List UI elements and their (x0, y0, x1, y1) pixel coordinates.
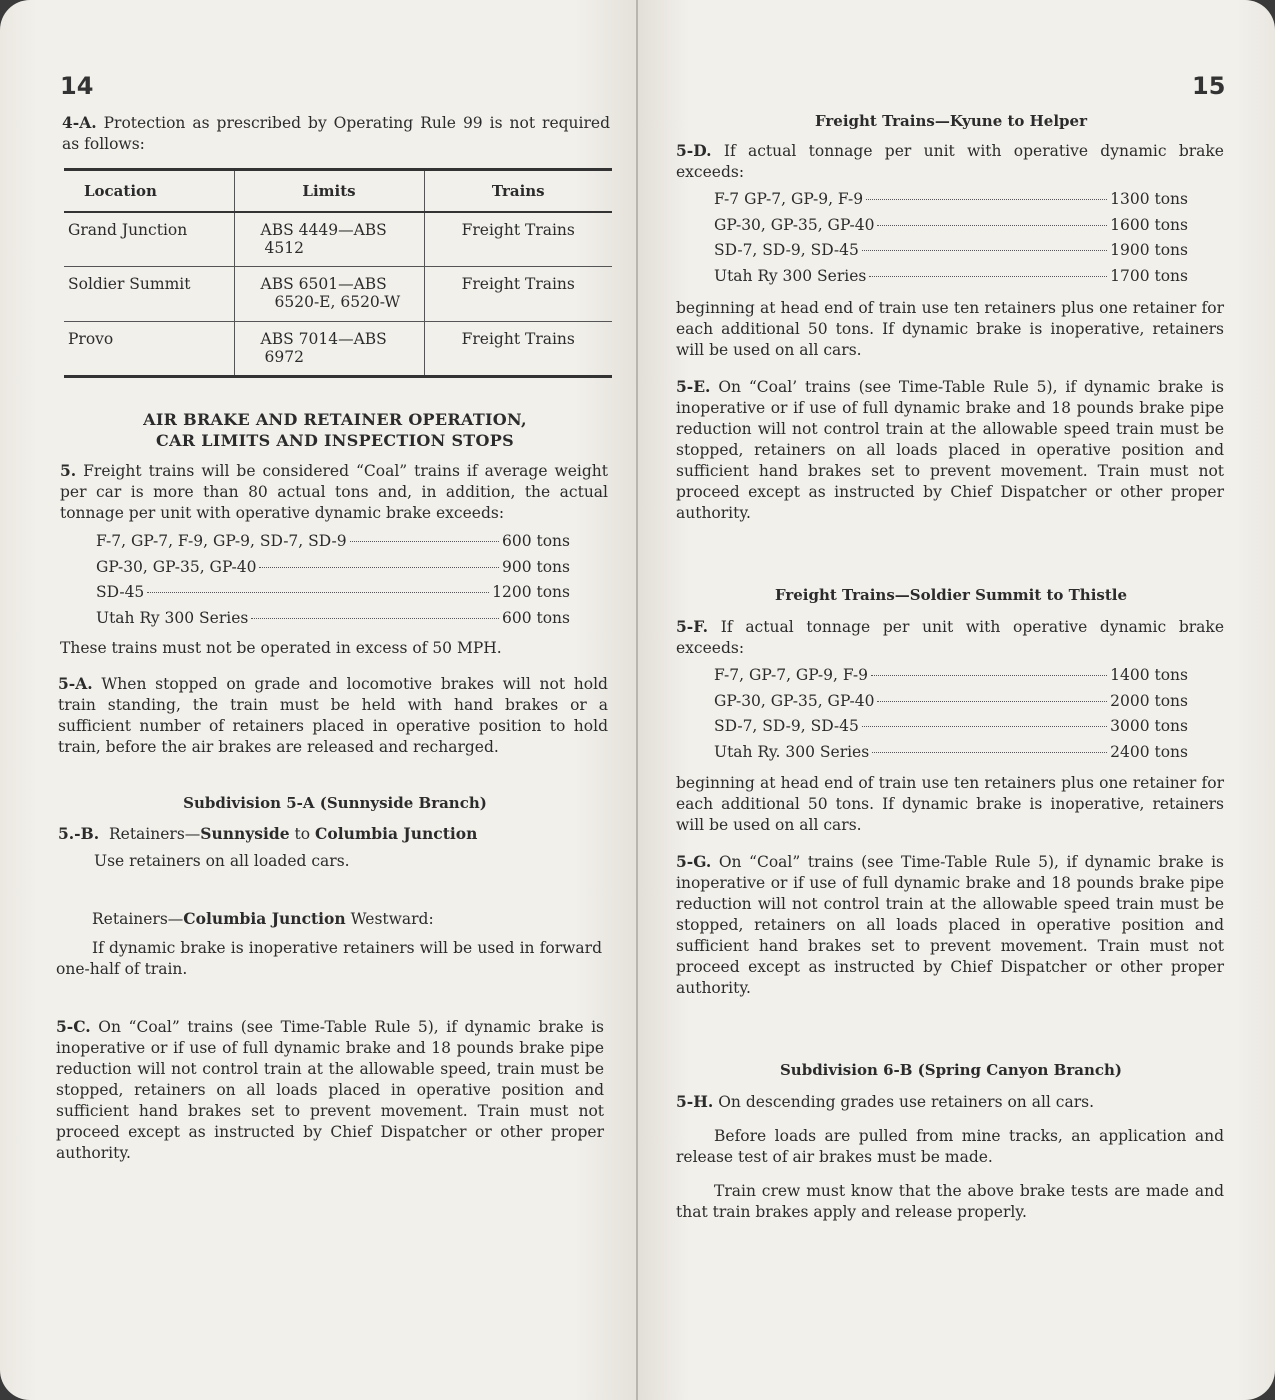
list-item-value: 1400 tons (1110, 666, 1188, 684)
section-heading-kyune: Freight Trains—Kyune to Helper (815, 112, 1087, 130)
rule-id: 5-F. (676, 617, 709, 636)
tonnage-list-5d (714, 190, 1188, 292)
rule-id: 5-C. (56, 1017, 91, 1036)
list-item-label: F-7, GP-7, F-9, GP-9, SD-7, SD-9 (96, 532, 347, 550)
rule-5d (676, 140, 1224, 183)
list-item-value: 2400 tons (1110, 742, 1188, 761)
list-item-value: 600 tons (501, 608, 570, 627)
list-item (714, 666, 1188, 692)
rule-5g (676, 851, 1224, 999)
list-item-label: GP-30, GP-35, GP-40 (96, 557, 257, 576)
rule-text: On “Coal’ trains (see Time-Table Rule 5), if dynamic brake is inoperative or if use of full dynamic brake and 18 pounds brake pipe reduction will not control train at the allowable speed train must be stopped, retainers on all loads placed in operative position and sufficient hand brakes set to prevent movement. Train must not proceed except as instructed by Chief Dispatcher or other proper authority. (676, 378, 1224, 522)
section-heading-line: CAR LIMITS AND INSPECTION STOPS (156, 431, 514, 450)
rule-id: 5.-B. (58, 824, 100, 843)
table-row (64, 212, 612, 267)
retainers-westward-text: If dynamic brake is inoperative retainers will be used in forward one-half of train. (56, 939, 602, 978)
rule-5 (60, 460, 608, 524)
list-item-value: 1900 tons (1110, 241, 1188, 259)
section-heading-line: AIR BRAKE AND RETAINER OPERATION, (143, 410, 527, 429)
list-item (714, 190, 1188, 216)
column-header-limits: Limits (234, 170, 424, 212)
limits-line: 6972 (264, 348, 304, 366)
limits-line: 6520-E, 6520-W (274, 293, 401, 311)
table-header-row (64, 170, 612, 212)
list-item-label: Utah Ry. 300 Series (714, 742, 870, 761)
table-cell-trains: Freight Trains (424, 212, 612, 267)
page-number: 14 (60, 72, 94, 100)
rule-5b (58, 823, 608, 845)
connector: to (289, 825, 316, 843)
retainers-westward (92, 908, 592, 930)
section-heading-soldier-summit: Freight Trains—Soldier Summit to Thistle (774, 586, 1128, 604)
list-item-label: Utah Ry 300 Series (714, 266, 867, 285)
table-cell-limits (234, 322, 424, 377)
list-item (714, 216, 1188, 242)
list-item-value: 1600 tons (1110, 215, 1188, 234)
place-name: Sunnyside (200, 824, 290, 843)
list-item (96, 558, 570, 584)
rule-id: 5-D. (676, 141, 712, 160)
limits-line: ABS 4449—ABS (260, 220, 387, 239)
rule-id: 5-H. (676, 1092, 714, 1111)
crew-text: Train crew must know that the above brake tests are made and that train brakes apply and release properly. (676, 1182, 1224, 1221)
rule-text: On “Coal” trains (see Time-Table Rule 5), if dynamic brake is inoperative or if use of full dynamic brake and 18 pounds brake pipe reduction will not control train at the allowable speed, train must be stopped, retainers on all loads placed in operative position and sufficient hand brakes set to prevent movement. Train must not proceed except as instructed by Chief Dispatcher or other proper authority. (56, 1018, 604, 1162)
tonnage-list (96, 532, 570, 634)
list-item-label: F-7 GP-7, GP-9, F-9 (714, 190, 864, 208)
list-item-label: GP-30, GP-35, GP-40 (714, 215, 875, 234)
tonnage-list-5f (714, 666, 1188, 768)
list-item (714, 743, 1188, 769)
list-item-label: F-7, GP-7, GP-9, F-9 (714, 666, 869, 684)
rule-text: Freight trains will be considered “Coal” trains if average weight per car is more than 80 actual tons and, in addition, the actual tonnage per unit with operative dynamic brake exceeds: (60, 462, 609, 522)
subdivision-heading: Subdivision 6-B (Spring Canyon Branch) (779, 1061, 1123, 1079)
place-name: Columbia Junction (183, 909, 346, 928)
limits-line: ABS 7014—ABS (260, 330, 387, 348)
table-row (64, 322, 612, 377)
speed-note: These trains must not be operated in excess of 50 MPH. (60, 639, 502, 657)
list-item (714, 717, 1188, 743)
protection-table (64, 168, 612, 378)
list-item-label: SD-45 (96, 583, 145, 601)
list-item-value: 1300 tons (1110, 190, 1188, 208)
retainers-prefix: Retainers— (108, 825, 201, 843)
rule-text: On “Coal” trains (see Time-Table Rule 5), if dynamic brake is inoperative or if use of full dynamic brake and 18 pounds brake pipe reduction will not control train at the allowable speed train must be stopped, retainers on all loads placed in operative position and sufficient hand brakes set to prevent movement. Train must not proceed except as instructed by Chief Dispatcher or other proper authority. (676, 853, 1224, 997)
rule-text: Protection as prescribed by Operating Rule 99 is not required as follows: (62, 114, 610, 153)
list-item-label: Utah Ry 300 Series (96, 608, 249, 627)
rule-id: 5. (60, 461, 77, 480)
list-item (714, 692, 1188, 718)
list-item-value: 2000 tons (1110, 691, 1188, 710)
limits-line: 4512 (264, 238, 304, 257)
table-cell-limits (234, 267, 424, 322)
table-cell-limits (234, 212, 424, 267)
table-row (64, 267, 612, 322)
section-heading (60, 409, 610, 451)
subdivision-heading: Subdivision 5-A (Sunnyside Branch) (183, 794, 487, 812)
column-header-trains: Trains (424, 170, 612, 212)
page-number: 15 (1192, 72, 1226, 100)
list-item (96, 532, 570, 558)
list-item (96, 583, 570, 609)
table-cell-location: Soldier Summit (64, 267, 234, 322)
list-item-value: 600 tons (501, 532, 570, 550)
list-item (96, 609, 570, 635)
rule-text: If actual tonnage per unit with operative dynamic brake exceeds: (676, 142, 1224, 181)
mine-test-text: Before loads are pulled from mine tracks, an application and release test of air brakes must be made. (676, 1127, 1224, 1166)
table-cell-location: Provo (64, 322, 234, 377)
rule-5b-text: Use retainers on all loaded cars. (94, 852, 350, 870)
list-item-value: 1200 tons (492, 583, 570, 601)
rule-5e (676, 376, 1224, 524)
rule-text: When stopped on grade and locomotive brakes will not hold train standing, the train must be held with hand brakes or a sufficient number of retainers placed in operative position to hold train, before the air brakes are released and recharged. (58, 675, 608, 756)
rule-5f (676, 616, 1224, 659)
rule-id: 5-A. (58, 674, 93, 693)
rule-5c (56, 1016, 604, 1164)
table-cell-location: Grand Junction (64, 212, 234, 267)
rule-text: On descending grades use retainers on all cars. (718, 1093, 1094, 1111)
table-cell-trains: Freight Trains (424, 322, 612, 377)
retainers-prefix: Retainers— (92, 910, 184, 928)
list-item-label: SD-7, SD-9, SD-45 (714, 717, 859, 735)
rule-id: 5-G. (676, 852, 712, 871)
list-item-label: GP-30, GP-35, GP-40 (714, 691, 875, 710)
column-header-location: Location (64, 170, 234, 212)
rule-4a (62, 112, 610, 155)
table-cell-trains: Freight Trains (424, 267, 612, 322)
retainer-text-1: beginning at head end of train use ten retainers plus one retainer for each additional 50 tons. If dynamic brake is inoperative, retainers will be used on all cars. (676, 299, 1224, 359)
rule-id: 5-E. (676, 377, 711, 396)
rule-5h (676, 1091, 1224, 1113)
list-item-value: 900 tons (501, 557, 570, 576)
rule-id: 4-A. (62, 113, 97, 132)
right-page (638, 0, 1275, 1400)
list-item-value: 1700 tons (1110, 266, 1188, 285)
list-item-label: SD-7, SD-9, SD-45 (714, 241, 859, 259)
direction: Westward: (345, 910, 434, 928)
rule-text: If actual tonnage per unit with operative dynamic brake exceeds: (676, 618, 1224, 657)
retainer-text-2: beginning at head end of train use ten retainers plus one retainer for each additional 50 tons. If dynamic brake is inoperative, retainers will be used on all cars. (676, 774, 1224, 834)
list-item (714, 267, 1188, 293)
list-item-value: 3000 tons (1110, 717, 1188, 735)
rule-5a (58, 673, 608, 758)
list-item (714, 241, 1188, 267)
limits-line: ABS 6501—ABS (260, 275, 387, 293)
place-name: Columbia Junction (315, 824, 478, 843)
